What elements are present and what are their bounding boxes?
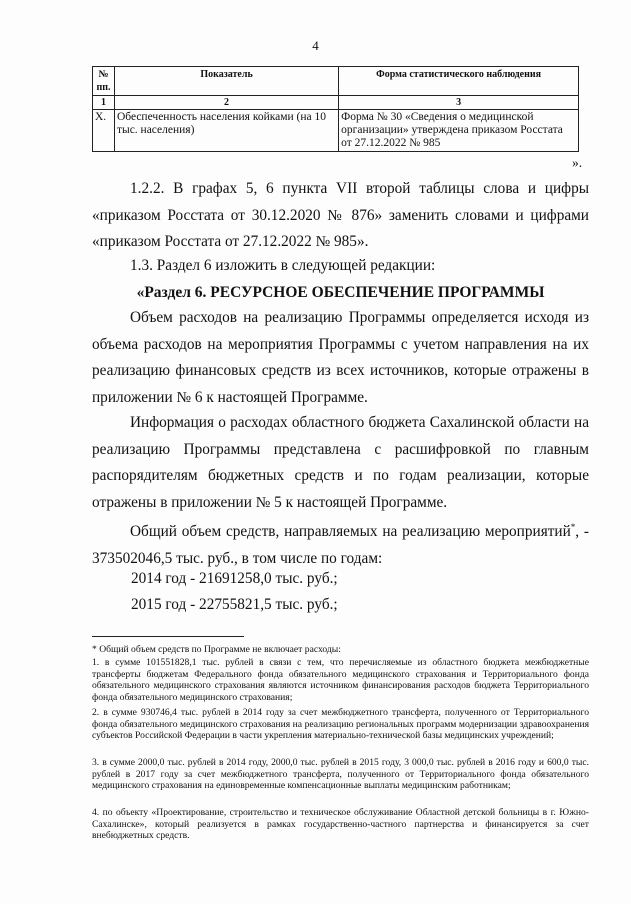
paragraph-1-3: 1.3. Раздел 6 изложить в следующей редакции: <box>130 257 436 274</box>
paragraph-expense-volume: Объем расходов на реализацию Программы определяется исходя из объема расходов на мероприятия Программы с учетом направления на их реализацию финансовых средств из всех источников, которые отражены в приложении № 6 к настоящей Программе. <box>92 309 589 406</box>
table-colnum-2: 2 <box>114 96 338 110</box>
closing-quote-mark: ». <box>572 155 583 170</box>
table-header-form: Форма статистического наблюдения <box>339 67 579 96</box>
table-colnum-3: 3 <box>339 96 579 110</box>
section-heading: «Раздел 6. РЕСУРСНОЕ ОБЕСПЕЧЕНИЕ ПРОГРАММЫ <box>136 284 545 301</box>
table-cell-form: Форма № 30 «Сведения о медицинской организации» утверждена приказом Росстата от 27.12.2022 № 985 <box>339 110 579 152</box>
table-cell-num: X. <box>93 110 115 152</box>
year-2015-amount: 2015 год - 22755821,5 тыс. руб.; <box>131 596 338 613</box>
paragraph-1-2-2: 1.2.2. В графах 5, 6 пункта VII второй таблицы слова и цифры «приказом Росстата от 30.12.2020 № 876» заменить словами и цифрами «приказом Росстата от 27.12.2022 № 985». <box>92 180 589 250</box>
table-column-numbers-row <box>93 96 579 110</box>
table-row <box>93 110 579 152</box>
footnote-intro: * Общий объем средств по Программе не включает расходы: <box>92 644 341 655</box>
indicator-table <box>92 66 579 152</box>
footnote-1: 1. в сумме 101551828,1 тыс. рублей в связи с тем, что перечисляемые из областного бюджета межбюджетные трансферты бюджетам Федерального фонда обязательного медицинского страхования и Территориального фонда обязательного медицинского страхования являются источником финансирования расходов бюджета Территориального фонда обязательного медицинского страхования; <box>92 657 589 704</box>
paragraph-budget-info: Информация о расходах областного бюджета Сахалинской области на реализацию Программы представлена с расшифровкой по главным распорядителям бюджетных средств и по годам реализации, которые отражены в приложении № 5 к настоящей Программе. <box>92 414 589 511</box>
footnote-2: 2. в сумме 930746,4 тыс. рублей в 2014 году за счет межбюджетного трансферта, полученного от Территориального фонда обязательного медицинского страхования на реализацию региональных программ модернизации здравоохранения субъектов Российской Федерации в части укрепления материально-технической базы медицинских учреждений; <box>92 707 589 742</box>
footnote-3: 3. в сумме 2000,0 тыс. рублей в 2014 году, 2000,0 тыс. рублей в 2015 году, 3 000,0 тыс. рублей в 2016 году и 600,0 тыс. рублей в 2017 году за счет межбюджетного трансферта, полученного от Территориального фонда обязательного медицинского страхования на единовременные компенсационные выплаты медицинским работникам; <box>92 757 589 792</box>
paragraph-total-volume <box>92 514 589 572</box>
year-2014-amount: 2014 год - 21691258,0 тыс. руб.; <box>131 570 338 587</box>
table-header-num: № пп. <box>93 67 115 96</box>
footnote-4: 4. по объекту «Проектирование, строительство и техническое обслуживание Областной детской больницы в г. Южно-Сахалинске», который реализуется в рамках государственно-частного партнерства и финансируется за счет внебюджетных средств. <box>92 807 589 842</box>
table-cell-indicator: Обеспеченность населения койками (на 10 тыс. населения) <box>114 110 338 152</box>
table-colnum-1: 1 <box>93 96 115 110</box>
page-number: 4 <box>312 38 319 53</box>
total-volume-text-a: Общий объем средств, направляемых на реализацию мероприятий <box>130 523 571 541</box>
footnote-separator <box>92 636 244 637</box>
table-header-row <box>93 67 579 96</box>
total-volume-text-b: , - 373502046,5 тыс. руб., в том числе по годам: <box>92 523 589 567</box>
table-header-indicator: Показатель <box>114 67 338 96</box>
footnote-marker: * <box>570 522 576 532</box>
